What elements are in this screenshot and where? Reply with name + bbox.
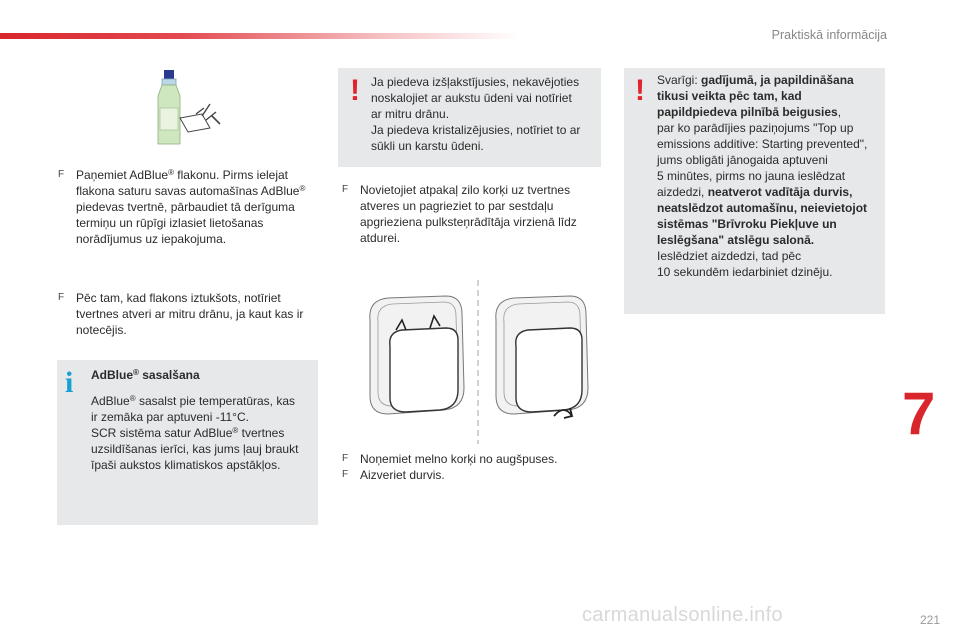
adblue-bottle-icon: [140, 68, 230, 150]
warning-box-restart: [624, 68, 885, 314]
header-accent-bar: [0, 33, 520, 39]
bullet-glyph: F: [342, 469, 349, 480]
left-bullet-2: F Pēc tam, kad flakons iztukšots, notīriet tvertnes atveri ar mitru drānu, ja kaut kas ir notecējis.: [58, 291, 304, 337]
warning-box-restart-text: Svarīgi: gadījumā, ja papildināšana tikusi veikta pēc tam, kad papildpiedeva pilnībā beigusies, par ko parādījies paziņojums "Top up emissions additive: Starting prevented", jums obligāti jānogaida aptuveni 5 minūtes, pirms no jauna ieslēdzat aizdedzi, neatverot vadītāja durvis, neatslēdzot automašīnu, neievietojot sistēmas "Brīvroku Piekļuve un leslēgšana" atslēgu salonā. Ieslēdziet aizdedzi, tad pēc 10 sekundēm iedarbiniet dzinēju.: [657, 73, 868, 279]
warning-icon: !: [350, 74, 360, 107]
bullet-glyph: F: [342, 453, 349, 464]
info-icon: i: [65, 366, 74, 399]
page-number: 221: [919, 613, 940, 627]
bullet-glyph: F: [342, 184, 349, 195]
bullet-glyph: F: [58, 292, 65, 303]
info-box-freezing: [57, 360, 318, 525]
info-box-title: AdBlue® sasalšana: [91, 368, 200, 382]
left-bullet-1: F Paņemiet AdBlue® flakonu. Pirms ielejat flakona saturu savas automašīnas AdBlue® piedevas tvertnē, pārbaudiet tā derīguma termiņu un rūpīgi izlasiet lietošanas norādījumus uz iepakojuma.: [58, 168, 306, 246]
middle-bullet-2: F Noņemiet melno korķi no augšpuses.: [342, 452, 558, 466]
section-title: Praktiskā informācija: [771, 28, 887, 42]
info-box-text-1: AdBlue® sasalst pie temperatūras, kas ir zemāka par aptuveni -11°C. SCR sistēma satur AdBlue® tvertnes uzsildīšanas ierīci, kas jums ļauj braukt īpaši aukstos klimatiskos apstākļos.: [91, 394, 299, 472]
middle-bullet-3: F Aizveriet durvis.: [342, 468, 445, 482]
warning-box-text: Ja piedeva izšļakstījusies, nekavējoties noskalojiet ar aukstu ūdeni vai notīriet ar mitru drānu. Ja piedeva kristalizējusies, notīriet to ar sūkli un karstu ūdeni.: [371, 75, 581, 153]
chapter-number: 7: [902, 380, 936, 447]
filler-cap-illustration: [358, 280, 602, 444]
middle-bullet-1: F Novietojiet atpakaļ zilo korķi uz tvertnes atveres un pagrieziet to par sestdaļu apgrieziena pulksteņrādītāja virzienā līdz atdurei.: [342, 183, 577, 245]
watermark: carmanualsonline.info: [582, 604, 783, 626]
bullet-glyph: F: [58, 169, 65, 180]
warning-box-spill: [338, 68, 601, 167]
warning-icon: !: [635, 74, 645, 107]
